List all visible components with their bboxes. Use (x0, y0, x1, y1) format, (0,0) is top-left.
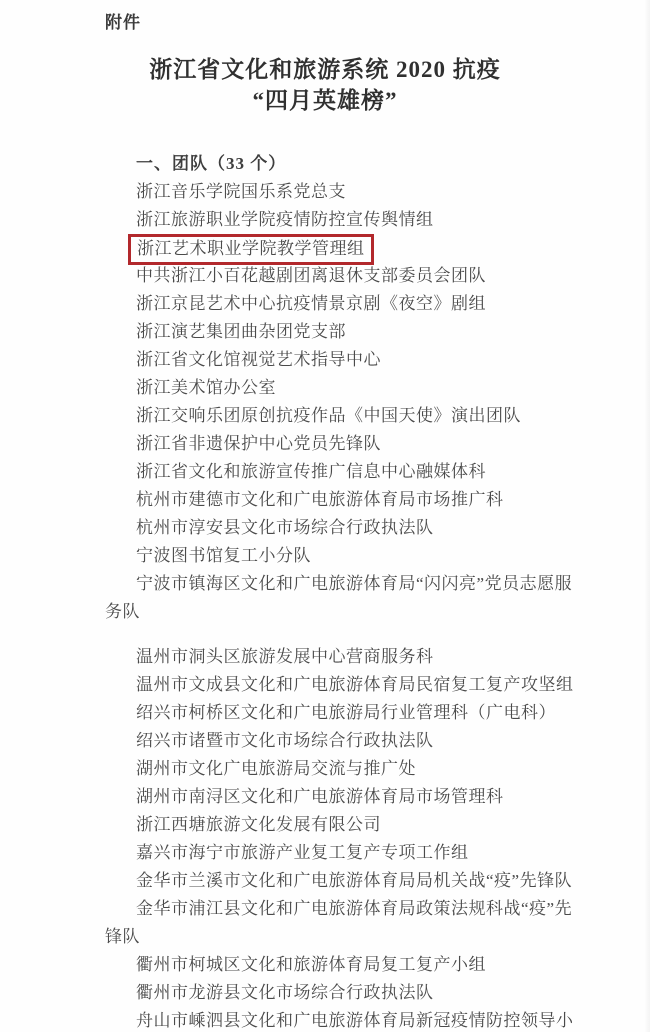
document-title-line1: 浙江省文化和旅游系统 2020 抗疫 (149, 57, 501, 82)
team-item-line: 衢州市龙游县文化市场综合行政执法队 (136, 983, 434, 1002)
highlight-box: 浙江艺术职业学院教学管理组 (128, 234, 374, 265)
team-item-line: 浙江京昆艺术中心抗疫情景京剧《夜空》剧组 (136, 294, 486, 313)
team-item-line: 舟山市嵊泗县文化和广电旅游体育局新冠疫情防控领导小 (136, 1011, 574, 1030)
team-list-item (105, 402, 585, 430)
team-item-line: 绍兴市诸暨市文化市场综合行政执法队 (136, 731, 434, 750)
team-item-line: 温州市洞头区旅游发展中心营商服务科 (136, 647, 434, 666)
team-item-line: 湖州市南浔区文化和广电旅游体育局市场管理科 (136, 787, 504, 806)
team-item-line: 浙江旅游职业学院疫情防控宣传舆情组 (136, 210, 434, 229)
team-list (105, 178, 585, 1032)
team-list-item (105, 839, 585, 867)
team-list-item (105, 542, 585, 570)
team-item-line: 宁波市镇海区文化和广电旅游体育局“闪闪亮”党员志愿服 (136, 574, 573, 593)
team-list-item (105, 811, 585, 839)
team-list-item (105, 374, 585, 402)
team-list-item (105, 671, 585, 699)
team-item-line: 杭州市建德市文化和广电旅游体育局市场推广科 (136, 490, 504, 509)
team-item-line: 锋队 (105, 927, 140, 946)
team-list-item (105, 318, 585, 346)
team-item-line: 务队 (105, 602, 140, 621)
team-list-item (105, 783, 585, 811)
team-list-item (105, 643, 585, 671)
team-list-item (105, 570, 585, 626)
team-list-item (105, 206, 585, 234)
team-item-line: 宁波图书馆复工小分队 (136, 546, 311, 565)
team-list-item (105, 486, 585, 514)
team-list-item (105, 755, 585, 783)
team-list-item (105, 867, 585, 895)
team-list-item (105, 699, 585, 727)
team-item-line: 湖州市文化广电旅游局交流与推广处 (136, 759, 416, 778)
team-list-item (105, 895, 585, 951)
team-item-line: 杭州市淳安县文化市场综合行政执法队 (136, 518, 434, 537)
team-list-item (105, 979, 585, 1007)
team-item-line (105, 234, 585, 262)
section-heading: 一、团队（33 个） (136, 154, 287, 173)
team-list-item (105, 234, 585, 262)
team-item-line: 金华市兰溪市文化和广电旅游体育局局机关战“疫”先锋队 (136, 871, 573, 890)
team-item-line: 绍兴市柯桥区文化和广电旅游局行业管理科（广电科） (136, 703, 556, 722)
document-title-line2: “四月英雄榜” (252, 88, 398, 113)
team-list-item (105, 290, 585, 318)
team-item-line: 浙江交响乐团原创抗疫作品《中国天使》演出团队 (136, 406, 521, 425)
team-item-line: 浙江演艺集团曲杂团党支部 (136, 322, 346, 341)
scan-edge-shade (644, 0, 650, 1032)
team-item-line: 浙江西塘旅游文化发展有限公司 (136, 815, 381, 834)
team-list-item (105, 430, 585, 458)
attachment-label: 附件 (105, 13, 141, 32)
team-item-line: 中共浙江小百花越剧团离退休支部委员会团队 (136, 266, 486, 285)
team-list-item (105, 458, 585, 486)
team-list-item (105, 178, 585, 206)
team-list-item (105, 346, 585, 374)
team-item-line: 衢州市柯城区文化和旅游体育局复工复产小组 (136, 955, 486, 974)
team-item-line: 浙江音乐学院国乐系党总支 (136, 182, 346, 201)
team-item-line: 浙江省文化馆视觉艺术指导中心 (136, 350, 381, 369)
team-list-item (105, 727, 585, 755)
document-title (0, 54, 650, 116)
team-item-line: 金华市浦江县文化和广电旅游体育局政策法规科战“疫”先 (136, 899, 573, 918)
team-list-item (105, 951, 585, 979)
team-item-line: 浙江省非遗保护中心党员先锋队 (136, 434, 381, 453)
team-list-item (105, 514, 585, 542)
team-item-line: 浙江省文化和旅游宣传推广信息中心融媒体科 (136, 462, 486, 481)
team-item-line: 嘉兴市海宁市旅游产业复工复产专项工作组 (136, 843, 469, 862)
team-list-item (105, 262, 585, 290)
team-item-line: 浙江美术馆办公室 (136, 378, 276, 397)
team-list-item (105, 1007, 585, 1032)
team-item-line: 温州市文成县文化和广电旅游体育局民宿复工复产攻坚组 (136, 675, 574, 694)
